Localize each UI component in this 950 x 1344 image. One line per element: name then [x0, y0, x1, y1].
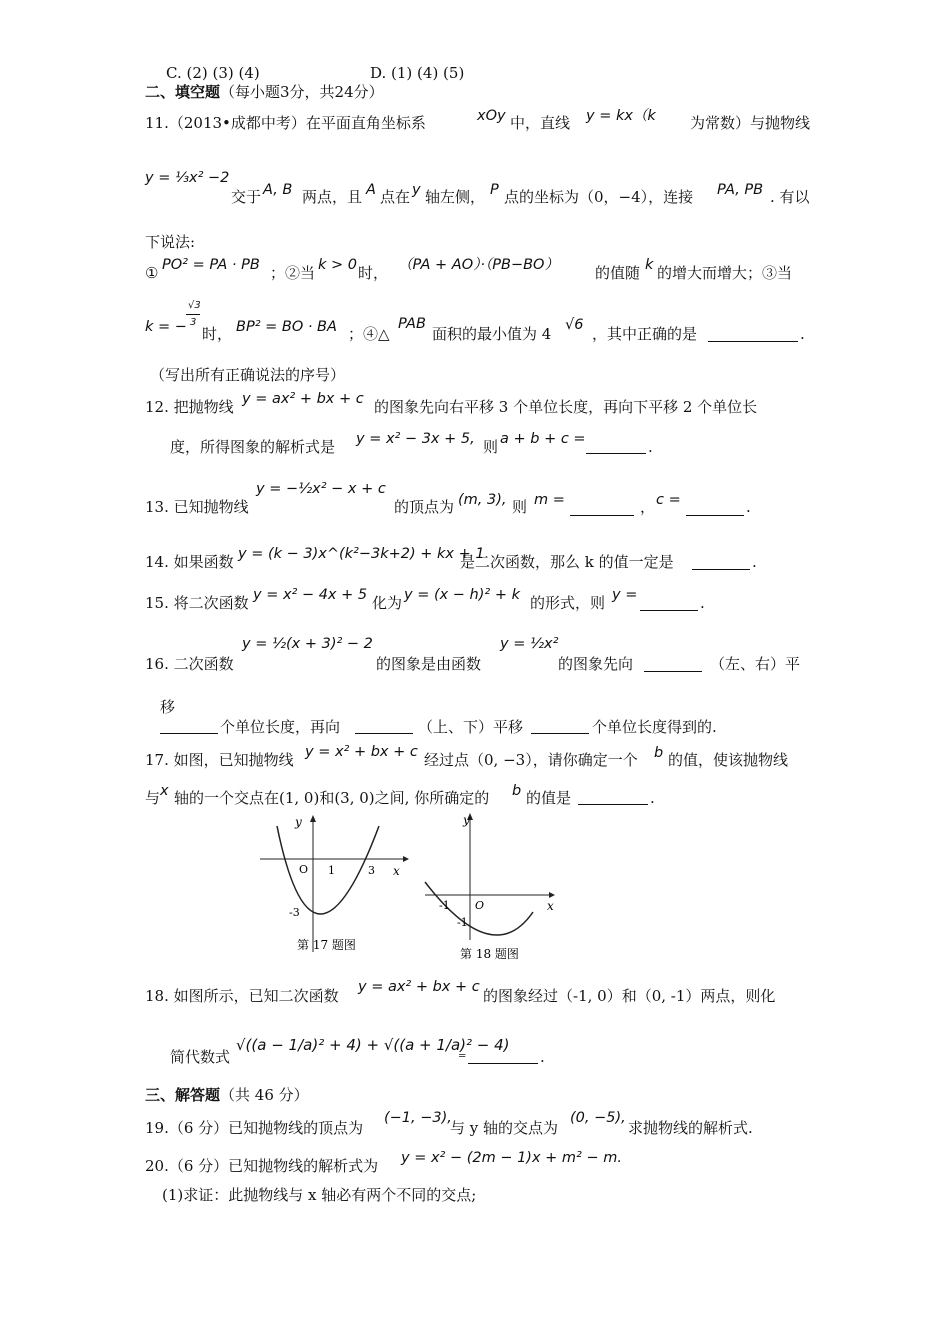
fig17-y-label: y: [295, 815, 302, 829]
q11-line5a: 时，: [202, 325, 233, 343]
q14-line-a: 14. 如果函数: [145, 553, 234, 571]
q16-math-2: y = ½x²: [500, 636, 559, 652]
fig18-tick-neg1-y: -1: [457, 916, 468, 929]
q16-blank-dir2[interactable]: [355, 733, 413, 734]
q11-line5b: ；④△: [348, 325, 390, 343]
q11-line1c: 为常数）与抛物线: [690, 114, 811, 132]
q11-math-sqrt6: √6: [565, 317, 584, 333]
q17-line2a: 与: [145, 789, 161, 807]
q20-line-a: 20.（6 分）已知抛物线的解析式为: [145, 1157, 379, 1175]
q11-math-kgt0: k > 0: [318, 257, 357, 273]
q18-line1a: 18. 如图所示，已知二次函数: [145, 987, 339, 1005]
q12-line1a: 12. 把抛物线: [145, 398, 234, 416]
q16-line-f: 个单位长度，再向: [220, 718, 341, 736]
q13-line-e: .: [746, 498, 751, 516]
q11-line2b: 两点，且: [302, 188, 363, 206]
q16-line-e: 移: [160, 698, 176, 716]
q14-math-1: y = (k − 3)x^(k²−3k+2) + kx + 1: [238, 546, 485, 562]
q17-answer-blank[interactable]: [578, 804, 648, 805]
q11-math-y: y: [412, 182, 421, 198]
q16-blank-units1[interactable]: [160, 733, 218, 734]
q11-math-po2: PO² = PA · PB: [162, 257, 260, 273]
q17-line2b: 轴的一个交点在(1, 0)和(3, 0)之间, 你所确定的: [174, 789, 490, 807]
q11-line4b: ；②当: [270, 264, 316, 282]
q11-math-xoy: xOy: [477, 108, 506, 124]
q13-math-4: c =: [656, 492, 681, 508]
fig17-x-label: x: [393, 864, 400, 878]
q15-math-2: y = (x − h)² + k: [404, 587, 520, 603]
choice-c: C. (2) (3) (4): [166, 64, 260, 82]
fig18-tick-neg1-x: -1: [439, 899, 450, 912]
section-3-title: 三、解答题: [145, 1086, 221, 1104]
q17-line1c: 的值，使该抛物线: [668, 751, 789, 769]
q12-line2a: 度，所得图象的解析式是: [170, 438, 336, 456]
q17-math-x: x: [160, 783, 169, 799]
q17-line2d: .: [650, 789, 655, 807]
section-3-note: （共 46 分）: [220, 1086, 309, 1104]
q11-math-3: 3: [190, 317, 197, 328]
q11-line2c: 点在: [380, 188, 411, 206]
q11-line2a: 交于: [231, 188, 262, 206]
q12-math-1: y = ax² + bx + c: [242, 391, 364, 407]
q16-line-c: 的图象先向: [558, 655, 634, 673]
q19-line-c: 求抛物线的解析式.: [628, 1119, 753, 1137]
q11-answer-blank[interactable]: [708, 341, 798, 342]
q12-line2c: .: [648, 438, 653, 456]
q17-line2c: 的值是: [526, 789, 572, 807]
q11-math-papb: PA, PB: [717, 182, 764, 198]
q11-math-sqrt3: √3: [188, 300, 201, 311]
q16-line-h: 个单位长度得到的.: [592, 718, 717, 736]
q19-math-1: (−1, −3),: [384, 1110, 452, 1126]
q12-answer-blank[interactable]: [586, 453, 646, 454]
q11-frac-bar: [186, 314, 200, 315]
q11-line2f: . 有以: [770, 188, 810, 206]
q11-math-a: A: [366, 182, 376, 198]
q13-line-c: 则: [512, 498, 528, 516]
q12-line1b: 的图象先向右平移 3 个单位长度，再向下平移 2 个单位长: [374, 398, 758, 416]
q11-math-sum: （PA + AO）·（PB−BO）: [398, 257, 559, 273]
q12-math-2: y = x² − 3x + 5,: [356, 431, 475, 447]
q15-math-1: y = x² − 4x + 5: [253, 587, 368, 603]
q12-math-3: a + b + c =: [500, 431, 586, 447]
q11-line4c: 时，: [358, 264, 389, 282]
q11-math-k: k: [645, 257, 654, 273]
q13-math-3: m =: [534, 492, 565, 508]
q13-line-a: 13. 已知抛物线: [145, 498, 249, 516]
figure-17: [255, 812, 415, 962]
q11-line6: （写出所有正确说法的序号）: [150, 366, 346, 384]
q18-answer-blank[interactable]: [468, 1063, 538, 1064]
q16-blank-dir1[interactable]: [644, 671, 702, 672]
q11-math-p: P: [490, 182, 499, 198]
q11-math-ab: A, B: [263, 182, 293, 198]
q15-line-b: 化为: [372, 594, 403, 612]
q11-line3: 下说法:: [145, 233, 196, 251]
q11-line1b: 中，直线: [510, 114, 571, 132]
fig18-caption: 第 18 题图: [460, 947, 519, 961]
q20-line-b: (1)求证：此抛物线与 x 轴必有两个不同的交点;: [162, 1186, 477, 1204]
q12-line2b: 则: [483, 438, 499, 456]
fig17-tick-neg3: -3: [289, 906, 300, 919]
q14-line-b: 是二次函数，那么 k 的值一定是: [460, 553, 674, 571]
q18-line1b: 的图象经过（-1, 0）和（0, -1）两点，则化: [483, 987, 776, 1005]
q16-line-a: 16. 二次函数: [145, 655, 234, 673]
q18-line2b: =: [458, 1051, 467, 1062]
q14-answer-blank[interactable]: [692, 569, 750, 570]
q16-blank-units2[interactable]: [531, 733, 589, 734]
fig18-x-label: x: [547, 899, 554, 913]
q16-line-d: （左、右）平: [710, 655, 801, 673]
q18-line2c: .: [540, 1048, 545, 1066]
q11-line4a: ①: [145, 264, 159, 282]
fig17-y-arrow: [310, 815, 316, 822]
fig18-y-label: y: [463, 813, 470, 827]
q11-line2d: 轴左侧，: [425, 188, 486, 206]
section-2-note: （每小题3分，共24分）: [220, 83, 384, 101]
choice-d: D. (1) (4) (5): [370, 64, 465, 82]
q14-line-c: .: [752, 553, 757, 571]
fig17-tick-3: 3: [368, 864, 375, 877]
section-2-title: 二、填空题: [145, 83, 221, 101]
q11-line4e: 的增大而增大；③当: [657, 264, 793, 282]
section-2-header: [145, 85, 384, 100]
q11-math-bp2: BP² = BO · BA: [236, 319, 337, 335]
q15-line-c: 的形式，则: [530, 594, 606, 612]
q13-math-2: (m, 3),: [458, 492, 507, 508]
q19-line-a: 19.（6 分）已知抛物线的顶点为: [145, 1119, 364, 1137]
q11-line2e: 点的坐标为（0，−4），连接: [504, 188, 694, 206]
fig17-tick-1: 1: [328, 864, 335, 877]
q18-math-2: √((a − 1/a)² + 4) + √((a + 1/a)² − 4): [236, 1036, 510, 1054]
q17-math-b1: b: [654, 745, 664, 761]
q16-line-b: 的图象是由函数: [376, 655, 482, 673]
q13-line-d: ，: [640, 498, 656, 516]
q18-line2a: 简代数式: [170, 1048, 231, 1066]
q17-line1b: 经过点（0, −3），请你确定一个: [424, 751, 638, 769]
figure-18: [415, 810, 565, 965]
section-3-header: [145, 1088, 309, 1103]
fig18-x-arrow: [549, 892, 555, 898]
q13-blank-m[interactable]: [570, 515, 634, 516]
q11-math-parabola: y = ⅓x² −2: [145, 170, 230, 186]
fig17-x-arrow: [403, 856, 409, 862]
q18-math-1: y = ax² + bx + c: [358, 979, 480, 995]
q19-math-2: (0, −5),: [570, 1110, 626, 1126]
q11-line4d: 的值随: [595, 264, 641, 282]
q15-answer-blank[interactable]: [640, 610, 698, 611]
q16-line-g: （上、下）平移: [418, 718, 524, 736]
q13-blank-c[interactable]: [686, 515, 744, 516]
q11-math-kneg: k = −: [145, 319, 187, 335]
q15-line-d: .: [700, 594, 705, 612]
q11-line5c: 面积的最小值为 4: [432, 325, 552, 343]
q15-line-a: 15. 将二次函数: [145, 594, 249, 612]
q13-math-1: y = −½x² − x + c: [256, 481, 386, 497]
q17-line1a: 17. 如图，已知抛物线: [145, 751, 294, 769]
q11-line5e: .: [800, 325, 805, 343]
fig17-origin: O: [299, 863, 309, 876]
q19-line-b: 与 y 轴的交点为: [450, 1119, 559, 1137]
q17-math-b2: b: [512, 783, 522, 799]
q11-line1a: 11.（2013•成都中考）在平面直角坐标系: [145, 114, 426, 132]
q15-math-3: y =: [612, 587, 638, 603]
q17-math-1: y = x² + bx + c: [305, 744, 418, 760]
q13-line-b: 的顶点为: [394, 498, 455, 516]
q11-math-line: y = kx（k: [586, 108, 656, 124]
fig18-origin: O: [475, 899, 485, 912]
q16-math-1: y = ½(x + 3)² − 2: [242, 636, 373, 652]
q20-math-1: y = x² − (2m − 1)x + m² − m.: [401, 1150, 622, 1166]
q11-math-pab: PAB: [398, 316, 426, 332]
fig17-caption: 第 17 题图: [297, 938, 356, 952]
q11-line5d: ，其中正确的是: [592, 325, 698, 343]
